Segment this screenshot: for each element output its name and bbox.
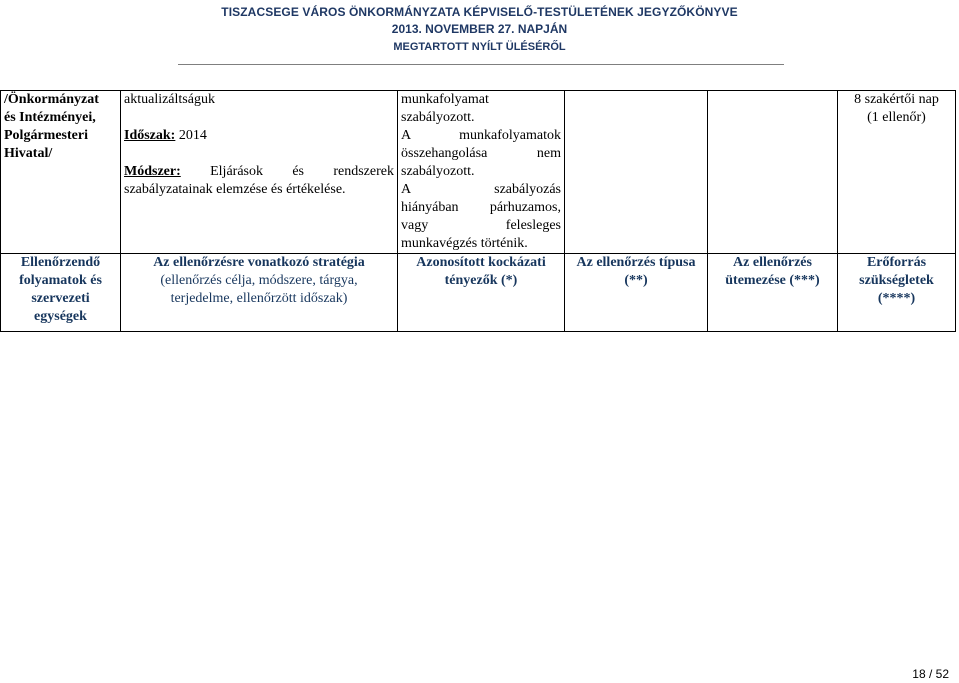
risk-word: vagy	[401, 218, 429, 233]
risk-word: hiányában	[401, 200, 459, 215]
audit-plan-table	[0, 90, 956, 332]
method-line-2: szabályzatainak elemzése és értékelése.	[124, 182, 346, 197]
method-word: rendszerek	[333, 164, 394, 179]
resource-cell	[838, 91, 956, 254]
header-line: szervezeti	[31, 291, 90, 306]
risk-word: munkafolyamatok	[459, 128, 561, 143]
header-line: Erőforrás	[866, 255, 927, 270]
header-line: folyamatok és	[19, 273, 102, 288]
method-line	[124, 163, 394, 181]
risk-word: párhuzamos,	[489, 200, 561, 215]
header-date: 2013. NOVEMBER 27. NAPJÁN	[391, 22, 568, 36]
header-line: egységek	[34, 309, 87, 324]
period-value: 2014	[178, 128, 207, 143]
risk-word: nem	[536, 146, 561, 161]
header-cell-type	[565, 254, 708, 332]
header-line: (**)	[624, 273, 648, 288]
period-label: Időszak:	[124, 128, 176, 143]
header-line: szükségletek	[859, 273, 934, 288]
header-line: ütemezése (***)	[725, 273, 820, 288]
unit-line: Hivatal/	[4, 146, 53, 161]
page-number: 18 / 52	[912, 667, 949, 681]
unit-line: Polgármesteri	[4, 128, 88, 143]
resource-line: (1 ellenőr)	[867, 110, 926, 125]
header-cell-processes	[1, 254, 121, 332]
risk-line: munkafolyamat	[401, 92, 489, 107]
method-label: Módszer:	[124, 164, 181, 179]
risk-line	[401, 217, 561, 235]
risk-line	[401, 199, 561, 217]
strategy-line: aktualizáltságuk	[124, 92, 215, 107]
method-word: Eljárások	[210, 164, 263, 179]
header-line: tényezők (*)	[444, 273, 518, 288]
method-word: és	[292, 164, 304, 179]
header-title: TISZACSEGE VÁROS ÖNKORMÁNYZATA KÉPVISELŐ-TESTÜLETÉNEK JEGYZŐKÖNYVE	[221, 5, 738, 19]
header-line: Az ellenőrzés típusa	[576, 255, 696, 270]
risk-line	[401, 181, 561, 199]
header-subtitle: MEGTARTOTT NYÍLT ÜLÉSÉRŐL	[393, 41, 566, 53]
risk-cell	[398, 91, 565, 254]
header-cell-resources	[838, 254, 956, 332]
schedule-cell	[708, 91, 838, 254]
header-line: Az ellenőrzés	[733, 255, 812, 270]
header-line: Azonosított kockázati	[416, 255, 546, 270]
resource-line: 8 szakértői nap	[854, 92, 939, 107]
header-line: terjedelme, ellenőrzött időszak)	[170, 291, 348, 306]
unit-line: /Önkormányzat	[4, 92, 99, 107]
table-row	[1, 91, 956, 254]
header-cell-schedule	[708, 254, 838, 332]
unit-line: és Intézményei,	[4, 110, 96, 125]
header-cell-strategy	[121, 254, 398, 332]
header-line: Ellenőrzendő	[20, 255, 101, 270]
header-line: Az ellenőrzésre vonatkozó stratégia	[153, 255, 365, 270]
risk-word: A	[401, 182, 412, 197]
risk-word: szabályozás	[494, 182, 561, 197]
header-line: (ellenőrzés célja, módszere, tárgya,	[160, 273, 358, 288]
header-line: (****)	[877, 291, 916, 306]
header-cell-risks	[398, 254, 565, 332]
risk-word: összehangolása	[401, 146, 488, 161]
risk-line	[401, 145, 561, 163]
type-cell	[565, 91, 708, 254]
period-line	[124, 127, 394, 145]
strategy-cell	[121, 91, 398, 254]
risk-word: A	[401, 128, 412, 143]
risk-word: felesleges	[505, 218, 561, 233]
table-header-row	[1, 254, 956, 332]
risk-line	[401, 127, 561, 145]
unit-cell	[1, 91, 121, 254]
header-rule	[178, 64, 784, 65]
risk-line: munkavégzés történik.	[401, 236, 528, 251]
risk-line: szabályozott.	[401, 164, 475, 179]
risk-line: szabályozott.	[401, 110, 475, 125]
